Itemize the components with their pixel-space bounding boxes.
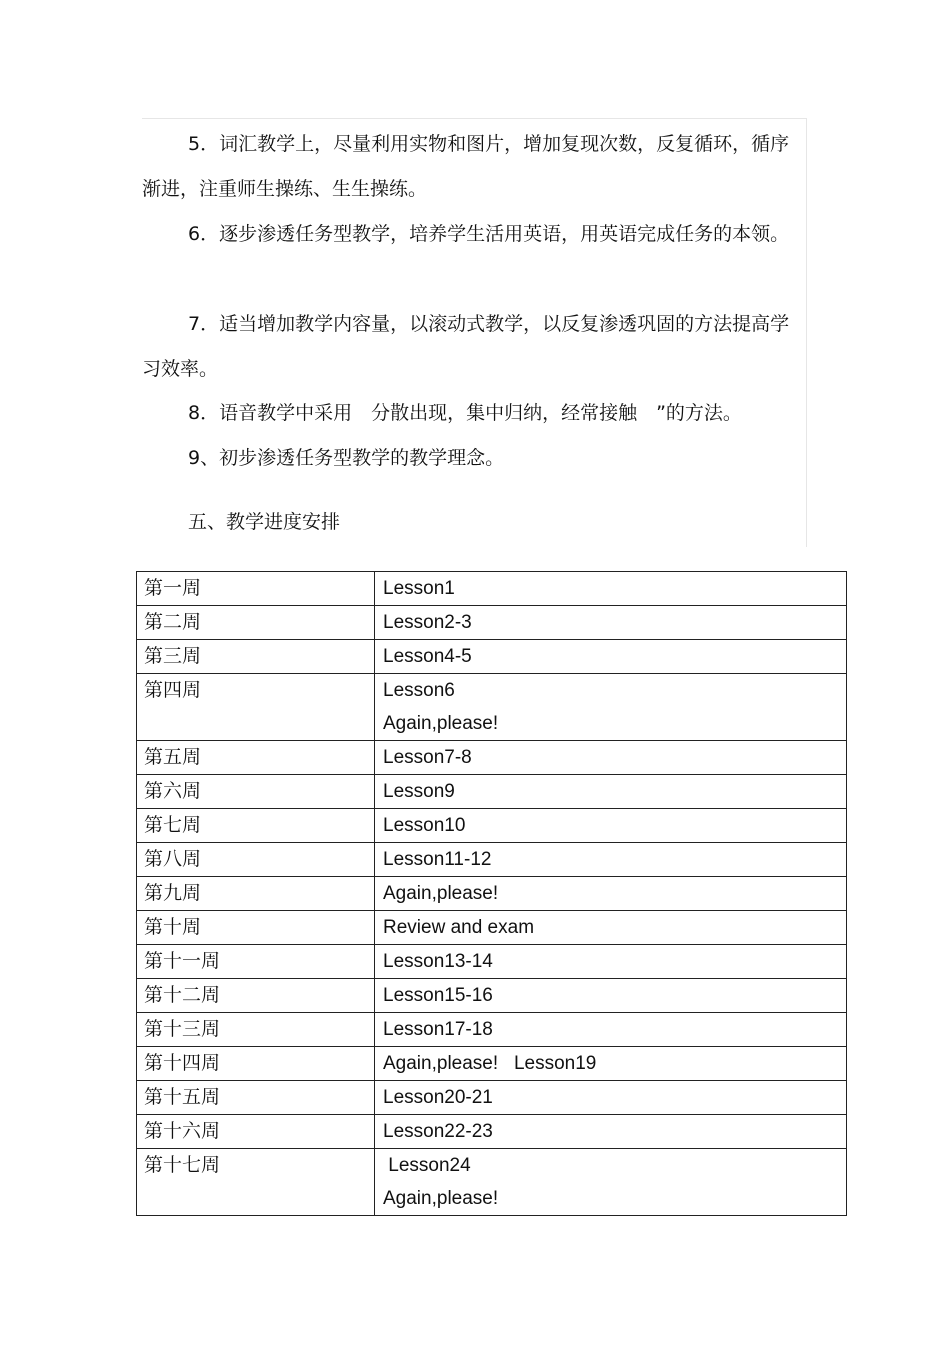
- table-row: [137, 979, 847, 1013]
- lesson-line: Again,please! Lesson19: [383, 1053, 597, 1074]
- lesson-line: Lesson10: [383, 815, 466, 836]
- lesson-cell: [375, 911, 847, 945]
- lesson-line: Lesson24: [383, 1155, 471, 1176]
- lesson-cell: [375, 674, 847, 741]
- week-cell: 第三周: [137, 640, 375, 674]
- table-row: [137, 640, 847, 674]
- lesson-cell: [375, 606, 847, 640]
- paragraph-6: 6．逐步渗透任务型教学，培养学生活用英语，用英语完成任务的本领。: [188, 223, 790, 245]
- table-row: [137, 741, 847, 775]
- lesson-cell: [375, 1081, 847, 1115]
- week-cell: 第八周: [137, 843, 375, 877]
- table-row: [137, 945, 847, 979]
- week-cell: 第十一周: [137, 945, 375, 979]
- lesson-line: Review and exam: [383, 917, 535, 938]
- lesson-cell: [375, 1149, 847, 1216]
- lesson-line: Lesson2-3: [383, 612, 472, 633]
- lesson-cell: [375, 945, 847, 979]
- table-row: [137, 1115, 847, 1149]
- paragraph-7: 7．适当增加教学内容量，以滚动式教学，以反复渗透巩固的方法提高学习效率。: [142, 313, 790, 380]
- week-cell: 第一周: [137, 572, 375, 606]
- table-row: [137, 674, 847, 741]
- lesson-cell: [375, 877, 847, 911]
- lesson-line: Lesson1: [383, 578, 455, 599]
- table-row: [137, 606, 847, 640]
- lesson-cell: [375, 1013, 847, 1047]
- table-row: [137, 877, 847, 911]
- paragraph-8: 8．语音教学中采用 分散出现，集中归纳，经常接触 ”的方法。: [188, 402, 742, 424]
- lesson-cell: [375, 979, 847, 1013]
- lesson-line: Lesson13-14: [383, 951, 493, 972]
- lesson-line: Lesson4-5: [383, 646, 472, 667]
- lesson-cell: [375, 809, 847, 843]
- lesson-cell: [375, 640, 847, 674]
- lesson-cell: [375, 1047, 847, 1081]
- lesson-cell: [375, 843, 847, 877]
- lesson-line: Lesson11-12: [383, 849, 492, 870]
- schedule-table: [136, 571, 847, 1216]
- table-row: [137, 843, 847, 877]
- lesson-cell: [375, 775, 847, 809]
- week-cell: 第四周: [137, 674, 375, 741]
- table-row: [137, 809, 847, 843]
- week-cell: 第六周: [137, 775, 375, 809]
- lesson-cell: [375, 741, 847, 775]
- paragraph-5: 5．词汇教学上，尽量利用实物和图片，增加复现次数，反复循环，循序渐进，注重师生操练、生生操练。: [142, 133, 790, 200]
- table-row: [137, 911, 847, 945]
- lesson-line: Lesson7-8: [383, 747, 472, 768]
- week-cell: 第十四周: [137, 1047, 375, 1081]
- lesson-line: Again,please!: [383, 713, 499, 734]
- paragraph-9: 9、初步渗透任务型教学的教学理念。: [188, 447, 505, 469]
- week-cell: 第七周: [137, 809, 375, 843]
- table-row: [137, 1081, 847, 1115]
- week-cell: 第十二周: [137, 979, 375, 1013]
- week-cell: 第五周: [137, 741, 375, 775]
- week-cell: 第十周: [137, 911, 375, 945]
- week-cell: 第十五周: [137, 1081, 375, 1115]
- lesson-line: Lesson15-16: [383, 985, 493, 1006]
- week-cell: 第十三周: [137, 1013, 375, 1047]
- lesson-line: Lesson17-18: [383, 1019, 493, 1040]
- table-row: [137, 1047, 847, 1081]
- week-cell: 第二周: [137, 606, 375, 640]
- lesson-cell: [375, 572, 847, 606]
- lesson-line: Lesson9: [383, 781, 455, 802]
- week-cell: 第十七周: [137, 1149, 375, 1216]
- table-row: [137, 1149, 847, 1216]
- lesson-line: Again,please!: [383, 1188, 499, 1209]
- week-cell: 第九周: [137, 877, 375, 911]
- table-row: [137, 775, 847, 809]
- schedule-table-body: [137, 572, 847, 1216]
- week-cell: 第十六周: [137, 1115, 375, 1149]
- lesson-line: Lesson22-23: [383, 1121, 493, 1142]
- table-row: [137, 572, 847, 606]
- lesson-line: Again,please!: [383, 883, 499, 904]
- section-heading: 五、教学进度安排: [188, 511, 341, 533]
- lesson-cell: [375, 1115, 847, 1149]
- lesson-line: Lesson6: [383, 680, 455, 701]
- lesson-line: Lesson20-21: [383, 1087, 493, 1108]
- table-row: [137, 1013, 847, 1047]
